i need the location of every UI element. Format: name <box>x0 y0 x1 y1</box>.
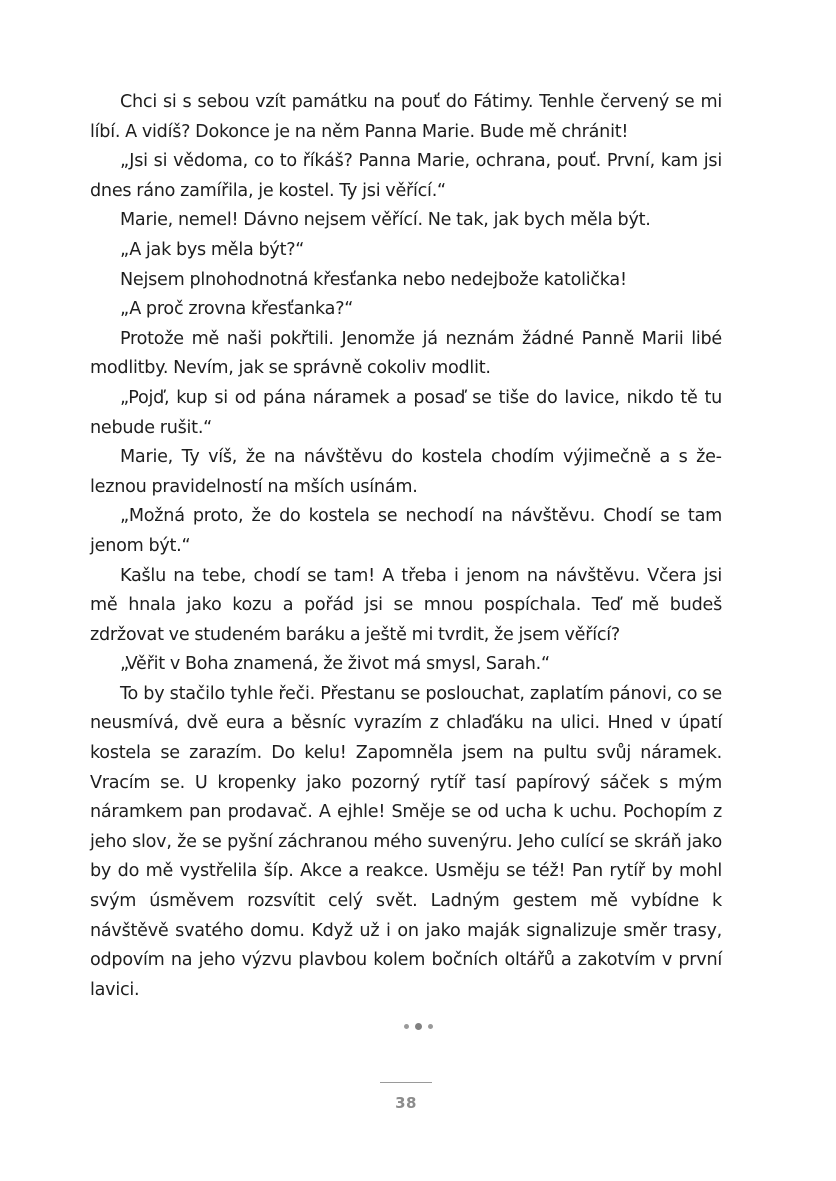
separator-dot-icon <box>428 1024 433 1029</box>
separator-dot-icon <box>415 1023 422 1030</box>
section-separator <box>0 1017 836 1029</box>
paragraph-6: „A proč zrovna křesťanka?“ <box>120 299 354 320</box>
paragraph-5: Nejsem plnohodnotná křesťanka nebo nedejbože katolička! <box>120 269 627 290</box>
paragraph-1: Chci si s sebou vzít památku na pouť do Fátimy. Tenhle červený se mi líbí. A vidíš? Dokonce je na něm Panna Marie. Bude mě chránit! <box>90 92 722 142</box>
paragraph-10: „Možná proto, že do kostela se nechodí na návštěvu. Chodí se tam jenom být.“ <box>90 506 722 556</box>
paragraph-12: „Věřit v Boha znamená, že život má smysl, Sarah.“ <box>120 654 550 675</box>
paragraph-3: Marie, nemel! Dávno nejsem věřící. Ne tak, jak bych měla být. <box>120 210 651 231</box>
paragraph-9: Marie, Ty víš, že na návštěvu do kostela chodím výjimečně a s železnou pravidelností na mších usínám. <box>90 447 722 497</box>
paragraph-4: „A jak bys měla být?“ <box>120 239 305 260</box>
page-number-rule <box>380 1082 432 1083</box>
paragraph-2: „Jsi si vědoma, co to říkáš? Panna Marie, ochrana, pouť. První, kam jsi dnes ráno zamířila, je kostel. Ty jsi věřící.“ <box>90 151 722 201</box>
paragraph-11: Kašlu na tebe, chodí se tam! A třeba i jenom na návštěvu. Včera jsi mě hnala jako kozu a pořád jsi se mnou pospíchala. Teď mě budeš zdržovat ve studeném baráku a ještě mi tvrdit, že jsem věřící? <box>90 565 722 645</box>
page-body <box>90 88 722 1005</box>
paragraph-7: Protože mě naši pokřtili. Jenomže já neznám žádné Panně Marii libé modlitby. Nevím, jak se správně cokoliv modlit. <box>90 328 722 379</box>
paragraph-13: To by stačilo tyhle řeči. Přestanu se poslouchat, zaplatím pánovi, co se neusmívá, dvě eura a běsníc vyrazím z chlaďáku na ulici. Hned v úpatí kostela se zarazím. Do kelu! Zapomněla jsem na pultu svůj náramek. Vracím se. U kropenky jako pozorný rytíř tasí papírový sáček s mým náramkem pan prodavač. A ejhle! Směje se od ucha k uchu. Pochopím z jeho slov, že se pyšní záchranou mého suvenýru. Jeho culící se skráň jako by do mě vystřelila šíp. Akce a reakce. Usměju se též! Pan rytíř by mohl svým úsměvem rozsvítit celý svět. Ladným gestem mě vybídne k návštěvě svatého domu. Když už i on jako maják signalizuje směr trasy, odpovím na jeho výzvu plavbou kolem bočních oltářů a zakotvím v první lavici. <box>90 683 722 1000</box>
paragraph-8: „Pojď, kup si od pána náramek a posaď se tiše do lavice, nikdo tě tu nebude rušit.“ <box>90 387 722 438</box>
page-number: 38 <box>395 1094 417 1112</box>
separator-dot-icon <box>404 1024 409 1029</box>
